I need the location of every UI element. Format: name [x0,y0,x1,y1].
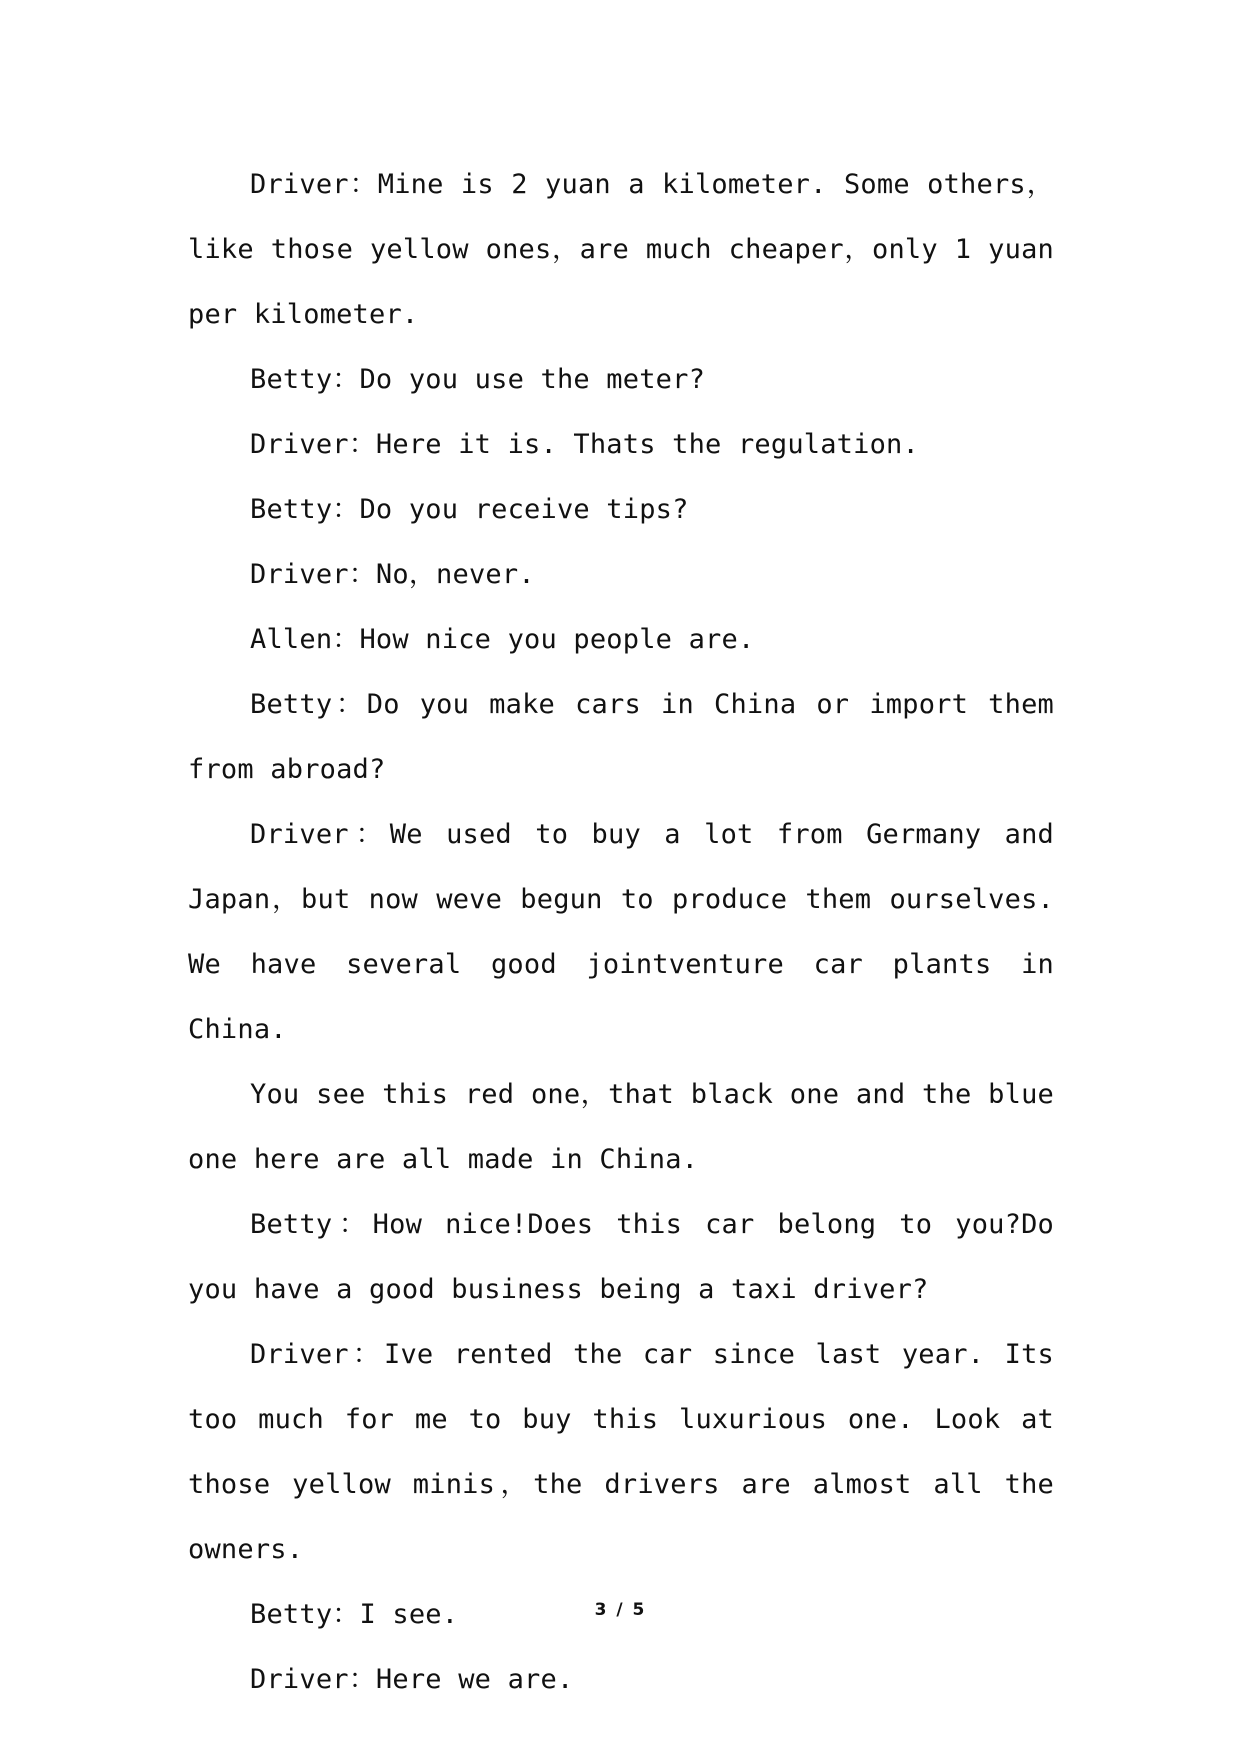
paragraph-driver-never: Driver：No，never. [250,559,535,590]
paragraph-betty-meter: Betty：Do you use the meter? [250,364,706,395]
paragraph-made-in-china: You see this red one，that black one and the blue one here are all made in China. [188,1079,1054,1175]
paragraph-driver-regulation: Driver：Here it is. Thats the regulation. [250,429,919,460]
paragraph-betty-cars: Betty：Do you make cars in China or import them from abroad? [188,689,1054,785]
document-body [188,152,1054,1712]
paragraph-driver-fare: Driver：Mine is 2 yuan a kilometer. Some others，like those yellow ones，are much cheaper，only 1 yuan per kilometer. [188,169,1054,330]
paragraph-driver-produce: Driver：We used to buy a lot from Germany and Japan，but now weve begun to produce them ourselves. We have several good jointventure car plants in China. [188,819,1054,1045]
paragraph-allen-nice: Allen：How nice you people are. [250,624,755,655]
paragraph-driver-arrived: Driver：Here we are. [250,1664,574,1695]
paragraph-betty-see: Betty：I see. [250,1599,459,1630]
paragraph-driver-rented: Driver：Ive rented the car since last year. Its too much for me to buy this luxurious one. Look at those yellow minis，the drivers are almost all the owners. [188,1339,1054,1565]
paragraph-betty-tips: Betty：Do you receive tips? [250,494,689,525]
paragraph-betty-business: Betty：How nice!Does this car belong to you?Do you have a good business being a taxi driver? [188,1209,1054,1305]
page-number: 3 / 5 [594,1600,647,1620]
